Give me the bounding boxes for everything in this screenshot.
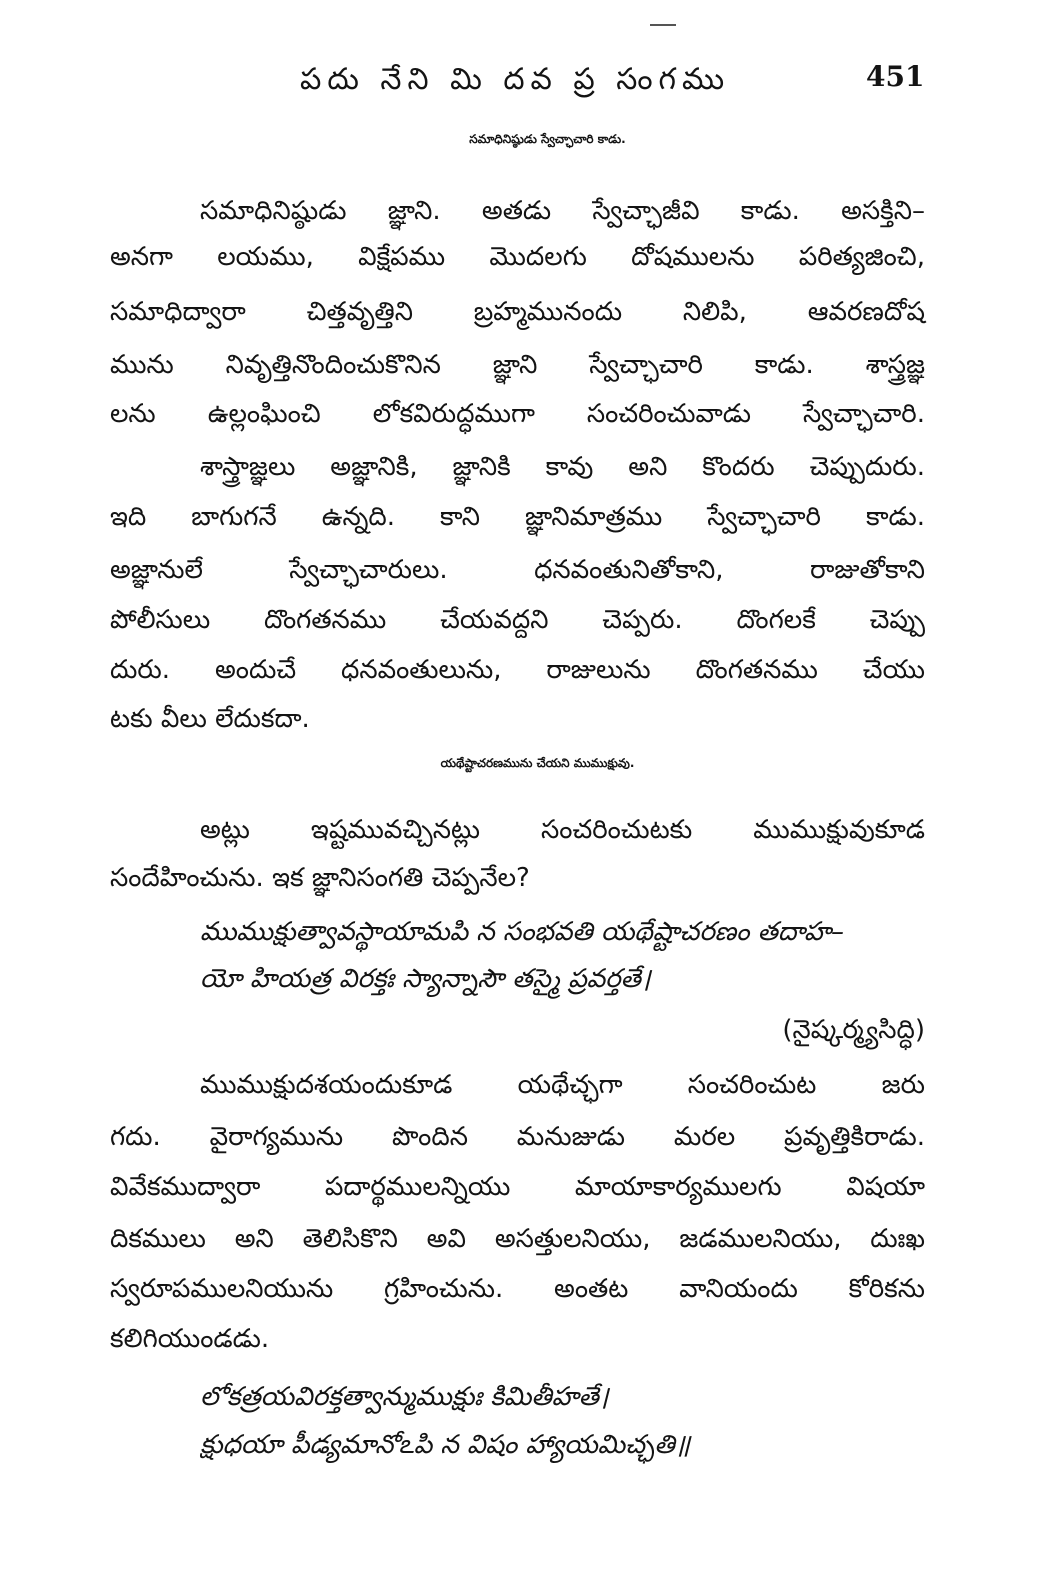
sanskrit-verse-line: క్షుధయా పీడ్యమానోఽపి న విషం హ్యాయమిచ్ఛతి॥	[200, 1430, 691, 1460]
paragraph-line: దురు. అందుచే ధనవంతులును, రాజులును దొంగతనము చేయు	[110, 655, 925, 685]
paragraph-line: స్వరూపములనియును గ్రహించును. అంతట వానియందు కోరికను	[110, 1274, 925, 1304]
section-heading: యథేష్టాచరణమును చేయని ముముక్షువు.	[440, 756, 635, 770]
sanskrit-verse-line: లోకత్రయవిరక్తత్వాన్ముముక్షుః కిమితీహతే।	[200, 1382, 609, 1412]
sanskrit-verse-line: ముముక్షుత్వావస్థాయామపి న సంభవతి యథేష్టాచరణం తదాహ–	[200, 917, 844, 947]
paragraph-line: అజ్ఞానులే స్వేచ్ఛాచారులు. ధనవంతునితోకాని, రాజుతోకాని	[110, 555, 925, 585]
running-title: పదు నేని మి దవ ప్ర సంగము	[300, 62, 731, 97]
verse-citation: (నైష్కర్మ్యసిద్ధి)	[782, 1015, 925, 1045]
paragraph-line: కలిగియుండడు.	[110, 1324, 270, 1354]
paragraph-line: పోలీసులు దొంగతనము చేయవద్దని చెప్పరు. దొంగలకే చెప్పు	[110, 605, 925, 635]
paragraph-line: టకు వీలు లేదుకదా.	[110, 704, 310, 734]
sanskrit-verse-line: యో హియత్ర విరక్తః స్యాన్నాసౌ తస్మై ప్రవర్తతే।	[200, 964, 651, 994]
scan-mark	[650, 24, 676, 26]
paragraph-line: గదు. వైరాగ్యమును పొందిన మనుజుడు మరల ప్రవృత్తికిరాడు.	[110, 1122, 925, 1152]
paragraph-line: మును నివృత్తినొందించుకొనిన జ్ఞాని స్వేచ్ఛాచారి కాడు. శాస్త్రజ్ఞ	[110, 350, 925, 380]
paragraph-line: అనగా లయము, విక్షేపము మొదలగు దోషములను పరిత్యజించి,	[110, 242, 925, 272]
section-heading: సమాధినిష్ఠుడు స్వేచ్ఛాచారి కాడు.	[469, 132, 626, 146]
page-number: 451	[866, 60, 925, 93]
paragraph-line: దికములు అని తెలిసికొని అవి అసత్తులనియు, జడములనియు, దుఃఖ	[110, 1224, 925, 1254]
paragraph-line: సందేహించును. ఇక జ్ఞానిసంగతి చెప్పనేల?	[110, 863, 530, 893]
paragraph-line: ఇది బాగుగనే ఉన్నది. కాని జ్ఞానిమాత్రము స్వేచ్ఛాచారి కాడు.	[110, 502, 925, 532]
paragraph-line: సమాధిద్వారా చిత్తవృత్తిని బ్రహ్మమునందు నిలిపి, ఆవరణదోష	[110, 297, 925, 327]
paragraph-line: లను ఉల్లంఘించి లోకవిరుద్ధముగా సంచరించువాడు స్వేచ్ఛాచారి.	[110, 399, 925, 429]
paragraph-line: అట్లు ఇష్టమువచ్చినట్లు సంచరించుటకు ముముక్షువుకూడ	[200, 815, 925, 845]
paragraph-line: సమాధినిష్ఠుడు జ్ఞాని. అతడు స్వేచ్ఛాజీవి కాడు. అసక్తిని–	[200, 196, 925, 226]
paragraph-line: వివేకముద్వారా పదార్థములన్నియు మాయాకార్యములగు విషయా	[110, 1172, 925, 1202]
paragraph-line: శాస్త్రాజ్ఞలు అజ్ఞానికి, జ్ఞానికి కావు అని కొందరు చెప్పుదురు.	[200, 452, 925, 482]
paragraph-line: ముముక్షుదశయందుకూడ యథేచ్ఛగా సంచరించుట జరు	[200, 1070, 925, 1100]
